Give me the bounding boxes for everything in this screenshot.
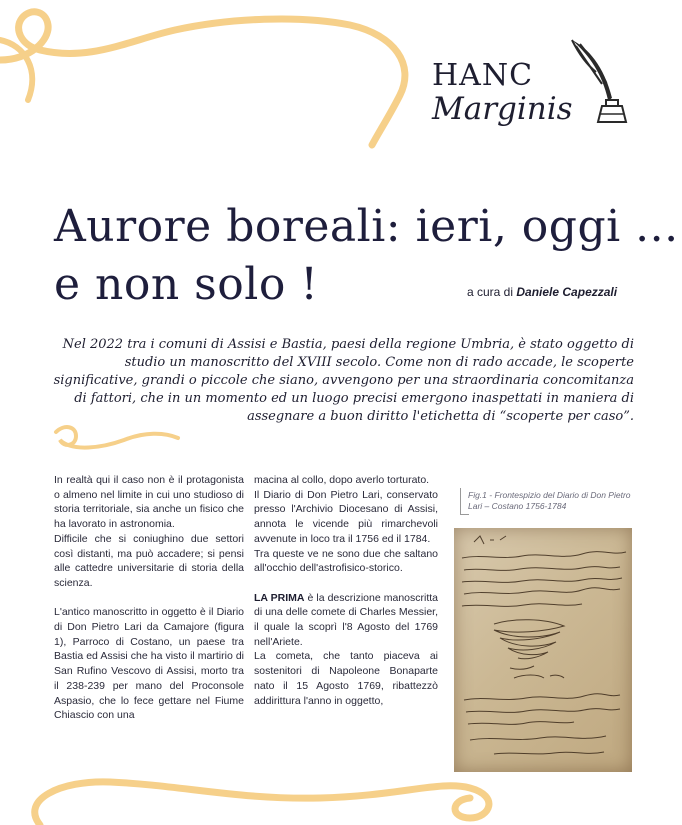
col2-paragraph-1: macina al collo, dopo averlo torturato. (254, 474, 430, 486)
quill-inkwell-icon (568, 38, 630, 130)
title-line-2: e non solo ! (54, 259, 319, 310)
col2-paragraph-4 (254, 591, 438, 650)
col2-paragraph-3: Tra queste ve ne sono due che saltano all'occhio dell'astrofisico-storico. (254, 547, 438, 575)
col1-paragraph-3: L'antico manoscritto in oggetto è il Diario di Don Pietro Lari da Camajore (figura 1), Parroco di Costano, un paese tra Bastia ed Assisi che ha visto il martirio di San Rufino Vescovo di Assisi, morto tra il 238-239 per mano del Proconsole Aspasio, che lo fece gettare nel Fiume Chiascio con una (54, 606, 244, 722)
manuscript-photo (454, 528, 632, 772)
author-name: Daniele Capezzali (516, 285, 618, 299)
decorative-swirl-small (52, 422, 182, 458)
manuscript-handwriting-image (454, 528, 632, 772)
author-prefix: a cura di (467, 285, 514, 299)
col2-paragraph-2: Il Diario di Don Pietro Lari, conservato presso l'Archivio Diocesano di Assisi, annota le vicende più rimarchevoli avvenute in loco tra il 1756 ed il 1784. (254, 488, 438, 545)
decorative-swirl-bottom (0, 760, 682, 825)
body-column-2 (254, 473, 438, 708)
lead-paragraph: Nel 2022 tra i comuni di Assisi e Bastia, paesi della regione Umbria, è stato oggetto di studio un manoscritto del XVIII secolo. Come non di rado accade, le scoperte significative, grandi o piccole che siano, avvengono per una straordinaria concomitanza di fattori, che in un momento ed un luogo precisi emergono inaspettati in maniera di assegnare a buon diritto l'etichetta di “scoperte per caso”. (53, 337, 634, 424)
la-prima-text: è la descrizione manoscritta di una delle comete di Charles Messier, il quale la scoprì l'8 Agosto del 1769 nell'Ariete. (254, 591, 439, 648)
author-credit (467, 285, 617, 299)
col1-paragraph-2: Difficile che si coniughino due settori così distanti, ma può accadere; si pensi alle cattedre universitarie di storia della scienza. (54, 532, 244, 589)
col1-paragraph-1: In realtà qui il caso non è il protagonista o almeno nel limite in cui uno studioso di storia territoriale, sia anche un fisico che ha lavorato in astronomia. (54, 474, 244, 531)
body-column-1 (54, 473, 244, 723)
column-header-marginis: Marginis (432, 91, 573, 127)
column-header-hanc: HANC (432, 58, 534, 93)
col2-paragraph-5: La cometa, che tanto piaceva ai sostenitori di Napoleone Bonaparte nato il 15 Agosto 1769, ribattezzò addirittura l'anno in oggetto, (254, 650, 438, 707)
title-line-1: Aurore boreali: ieri, oggi ... (54, 201, 679, 252)
figure-caption: Fig.1 - Frontespizio del Diario di Don Pietro Lari – Costano 1756-1784 (468, 490, 631, 511)
decorative-swirl-top (0, 0, 430, 150)
la-prima-label: LA PRIMA (254, 591, 305, 604)
